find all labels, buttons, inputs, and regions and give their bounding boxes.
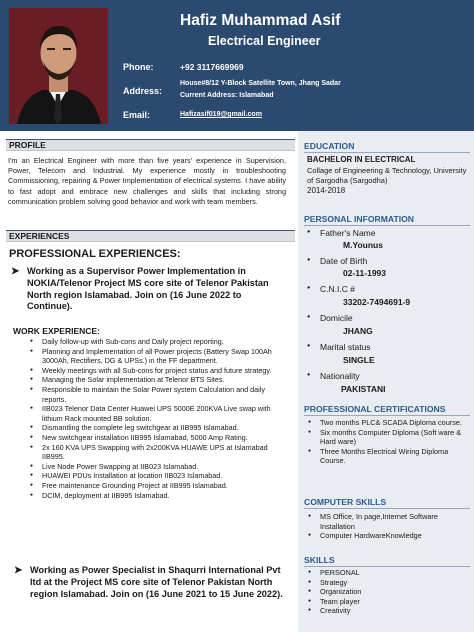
- certification-item: ● Three Months Electrical Wiring Diploma Course.: [320, 447, 470, 466]
- duty-item: ● IIB023 Telenor Data Center Huawei UPS 5000E 200KVA Live swap with lithium Rack mounted BB solution.: [42, 404, 290, 423]
- candidate-title: Electrical Engineer: [208, 34, 321, 48]
- computer-skills-list: [320, 512, 470, 541]
- job-entry-1-text: Working as a Supervisor Power Implementation in NOKIA/Telenor Project MS core site of Telenor Pakistan North region Islamabad. Join on (16 June 2022 to Continue).: [27, 266, 269, 312]
- duty-item: ● HUAWEI PDUs Installation at location IIB023 Islamabad.: [42, 471, 290, 481]
- duty-item: ● Live Node Power Swapping at IIB023 Islamabad.: [42, 462, 290, 472]
- skill-item: ● Strategy: [320, 578, 470, 588]
- skills-heading: SKILLS: [304, 555, 335, 565]
- profile-photo: [9, 8, 108, 124]
- certifications-list: [320, 418, 470, 466]
- education-institution: Collage of Engineering & Technology, University of Sargodha (Sargodha): [307, 166, 467, 185]
- profile-heading: PROFILE: [6, 139, 295, 151]
- domicile-value: JHANG: [343, 326, 373, 336]
- duty-item: ● Managing the Solar implementation at Telenor BTS Sites.: [42, 375, 290, 385]
- duty-item: ● 2x 160 KVA UPS Swapping with 2x200KVA HUAWE UPS at Islamabad IIB995.: [42, 443, 290, 462]
- certification-item: ● Two months PLC& SCADA Diploma course.: [320, 418, 470, 428]
- duty-item: ● Dismantling the complete leg switchgear at IIB995 Islamabad.: [42, 423, 290, 433]
- work-experience-title: WORK EXPERIENCE:: [13, 326, 100, 336]
- father-label: ● Father's Name: [320, 228, 375, 238]
- skill-item: ● PERSONAL: [320, 568, 470, 578]
- personal-info-rule: [304, 225, 470, 226]
- skills-list: [320, 568, 470, 616]
- cnic-value: 33202-7494691-9: [343, 297, 411, 307]
- phone-label: Phone:: [123, 62, 154, 72]
- job-entry-2: [14, 565, 288, 600]
- certification-item: ● Six months Computer Diploma (Soft ware & Hard ware): [320, 428, 470, 447]
- domicile-label: ● Domicile: [320, 313, 353, 323]
- skill-item: ● Organization: [320, 587, 470, 597]
- profile-text: I'm an Electrical Engineer with more than five years' experience in Supervision, Power, Telecom and Industrial. My experience mostly in troubleshooting Commissioning, repairing & Power Implementation of electrical systems. I have ability to fast adopt and embrace new challenges and skills that including strong communication problem solving good behavior and work with team members.: [8, 156, 286, 206]
- duty-list: [42, 337, 290, 500]
- marital-value: SINGLE: [343, 355, 375, 365]
- father-value: M.Younus: [343, 240, 383, 250]
- nationality-value: PAKISTANI: [341, 384, 386, 394]
- certifications-heading: PROFESSIONAL CERTIFICATIONS: [304, 404, 446, 414]
- certifications-rule: [304, 415, 470, 416]
- header-banner: [0, 0, 474, 131]
- duty-item: ● Daily follow-up with Sub-cons and Daily project reporting.: [42, 337, 290, 347]
- arrow-icon: ➤: [14, 565, 23, 576]
- professional-experiences-title: PROFESSIONAL EXPERIENCES:: [9, 248, 181, 260]
- dob-label: ● Date of Birth: [320, 256, 367, 266]
- skill-item: ● Creativity: [320, 606, 470, 616]
- nationality-label: ● Nationality: [320, 371, 360, 381]
- address-line2: Current Address: Islamabad: [180, 92, 274, 99]
- personal-info-heading: PERSONAL INFORMATION: [304, 214, 414, 224]
- experiences-heading: EXPERIENCES: [6, 230, 295, 242]
- address-line1: House#8/12 Y-Block Satellite Town, Jhang Sadar: [180, 80, 341, 87]
- computer-skill-item: ● MS Office, In page,Internet Software Installation: [320, 512, 470, 531]
- marital-label: ● Marital status: [320, 342, 371, 352]
- address-label: Address:: [123, 86, 163, 96]
- computer-skills-rule: [304, 508, 470, 509]
- education-rule: [304, 152, 470, 153]
- job-entry-2-text: Working as Power Specialist in Shaqurri International Pvt ltd at the Project MS core site of Telenor Pakistan North region Islamabad. Join on (16 June 2021 to 15 June 2022).: [30, 565, 283, 599]
- candidate-name: Hafiz Muhammad Asif: [180, 12, 341, 29]
- duty-item: ● DCIM, deployment at IIB995 Islamabad.: [42, 491, 290, 501]
- education-heading: EDUCATION: [304, 141, 355, 151]
- computer-skill-item: ● Computer HardwareKnowledge: [320, 531, 470, 541]
- duty-item: ● Responsible to maintain the Solar Power system Calculation and daily reports.: [42, 385, 290, 404]
- phone-value: +92 3117669969: [180, 62, 244, 72]
- email-label: Email:: [123, 110, 151, 120]
- skills-rule: [304, 566, 470, 567]
- duty-item: ● Planning and Implementation of all Power projects (Battery Swap 100Ah 3000Ah, Rectifiers, DG & UPSs.) in the FF department.: [42, 347, 290, 366]
- job-entry-1: [11, 266, 289, 313]
- education-years: 2014-2018: [307, 186, 346, 195]
- duty-item: ● Weekly meetings with all Sub-cons for project status and future strategy.: [42, 366, 290, 376]
- email-link[interactable]: Hafizasif019@gmail.com: [180, 111, 262, 118]
- duty-item: ● Free maintenance Grounding Project at IIB995 Islamabad.: [42, 481, 290, 491]
- skill-item: ● Team player: [320, 597, 470, 607]
- cnic-label: ● C.N.I.C #: [320, 284, 355, 294]
- duty-item: ● New switchgear installation IIB995 Islamabad, 5000 Amp Rating.: [42, 433, 290, 443]
- computer-skills-heading: COMPUTER SKILLS: [304, 497, 387, 507]
- dob-value: 02-11-1993: [343, 268, 387, 278]
- education-degree: BACHELOR IN ELECTRICAL: [307, 155, 416, 164]
- arrow-icon: ➤: [11, 266, 20, 277]
